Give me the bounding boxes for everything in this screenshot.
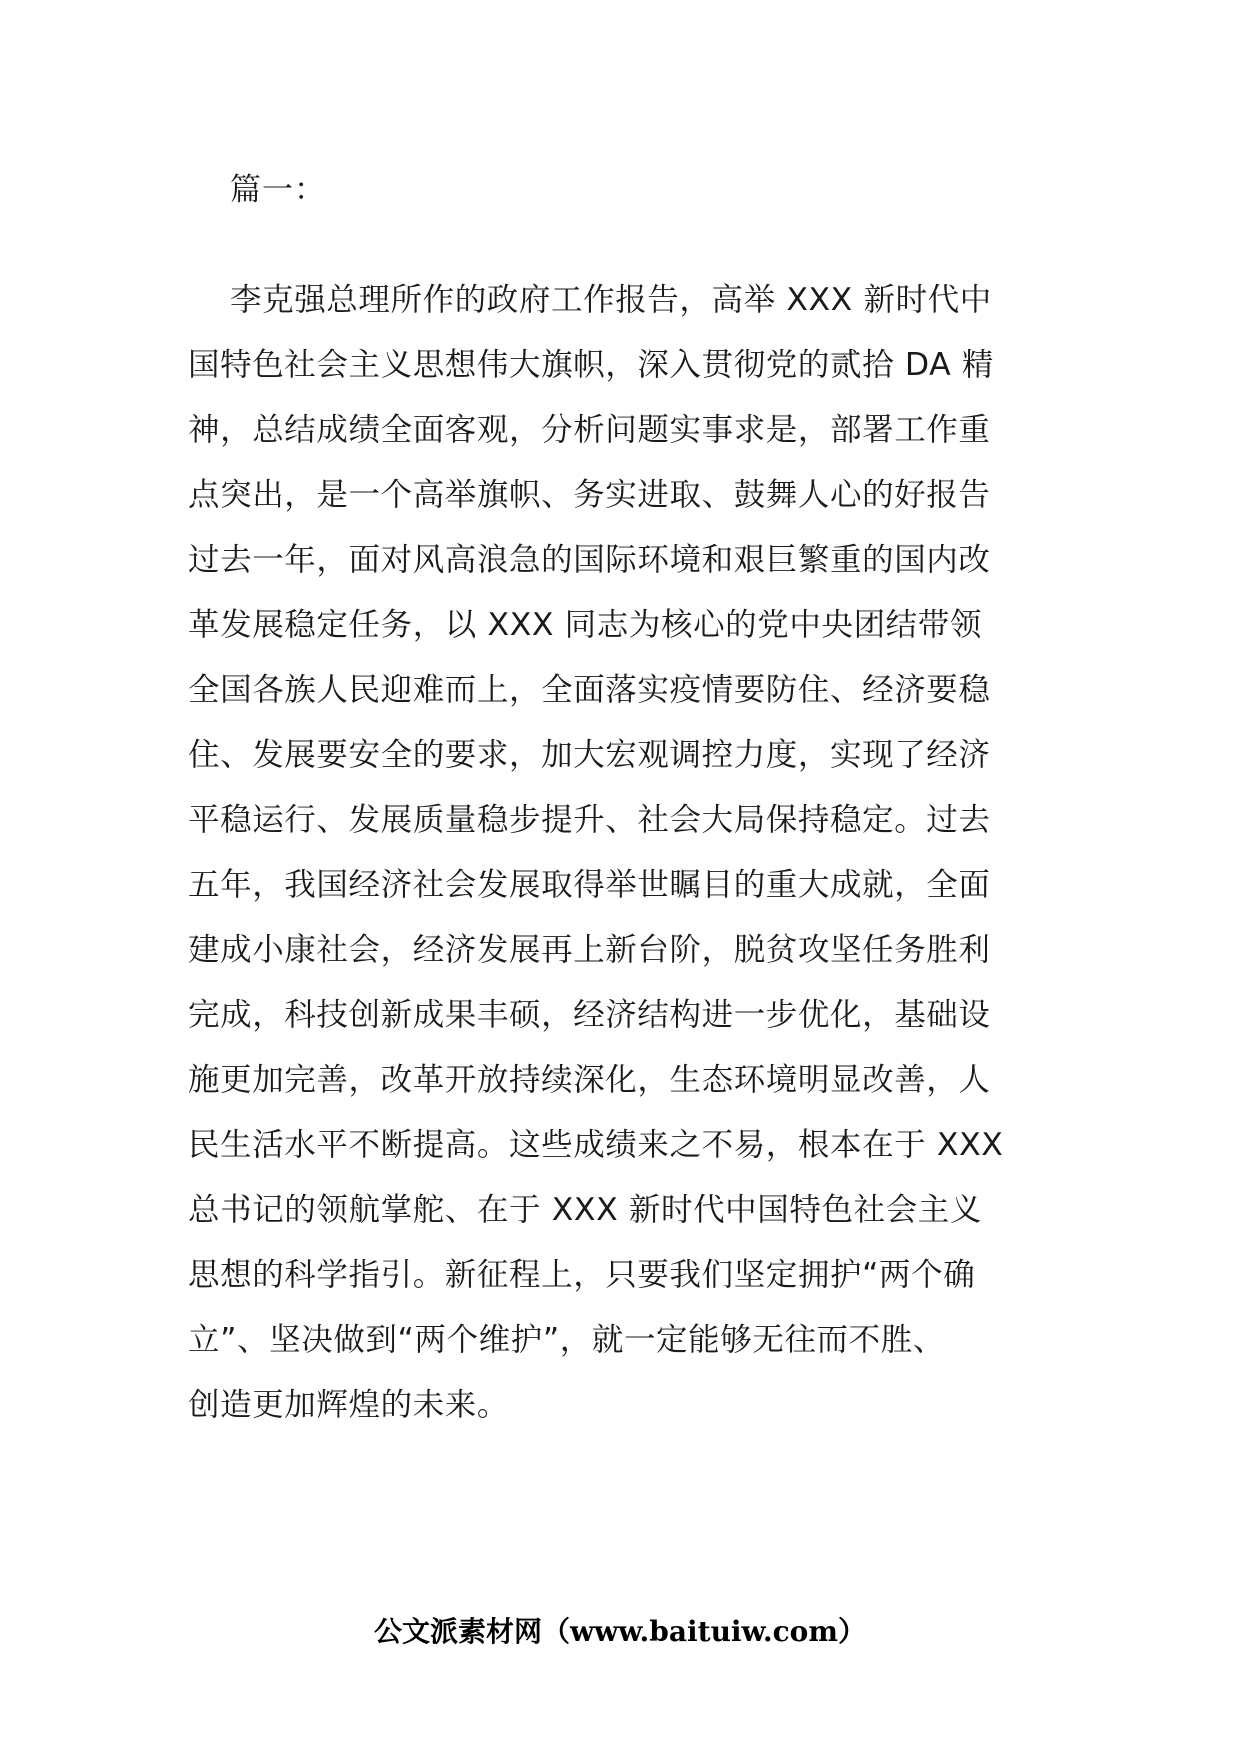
paragraph-line: 民生活水平不断提高。这些成绩来之不易，根本在于 XXX: [188, 1127, 1004, 1163]
body-paragraph: [188, 268, 1068, 1438]
paragraph-line: 过去一年，面对风高浪急的国际环境和艰巨繁重的国内改: [188, 542, 991, 578]
paragraph-line: 立”、坚决做到“两个维护”，就一定能够无往而不胜、: [188, 1322, 945, 1358]
paragraph-line: 总书记的领航掌舵、在于 XXX 新时代中国特色社会主义: [188, 1192, 982, 1228]
paragraph-line: 完成，科技创新成果丰硕，经济结构进一步优化，基础设: [188, 997, 991, 1033]
footer-source-link[interactable]: 公文派素材网（www.baituiw.com）: [374, 1615, 866, 1648]
paragraph-line: 住、发展要安全的要求，加大宏观调控力度，实现了经济: [188, 737, 991, 773]
paragraph-line: 五年，我国经济社会发展取得举世瞩目的重大成就，全面: [188, 867, 991, 903]
paragraph-line: 建成小康社会，经济发展再上新台阶，脱贫攻坚任务胜利: [188, 932, 991, 968]
paragraph-line: 创造更加辉煌的未来。: [188, 1387, 510, 1423]
paragraph-line: 神，总结成绩全面客观，分析问题实事求是，部署工作重: [188, 412, 991, 448]
paragraph-line: 革发展稳定任务，以 XXX 同志为核心的党中央团结带领: [188, 607, 982, 643]
paragraph-line: 点突出，是一个高举旗帜、务实进取、鼓舞人心的好报告: [188, 477, 991, 513]
paragraph-line: 思想的科学指引。新征程上，只要我们坚定拥护“两个确: [188, 1257, 976, 1293]
section-heading: 篇一：: [230, 172, 326, 208]
paragraph-line: 平稳运行、发展质量稳步提升、社会大局保持稳定。过去: [188, 802, 991, 838]
paragraph-line: 李克强总理所作的政府工作报告，高举 XXX 新时代中: [230, 282, 992, 318]
paragraph-line: 施更加完善，改革开放持续深化，生态环境明显改善，人: [188, 1062, 991, 1098]
paragraph-line: 全国各族人民迎难而上，全面落实疫情要防住、经济要稳: [188, 672, 991, 708]
paragraph-line: 国特色社会主义思想伟大旗帜，深入贯彻党的贰拾 DA 精: [188, 347, 994, 383]
